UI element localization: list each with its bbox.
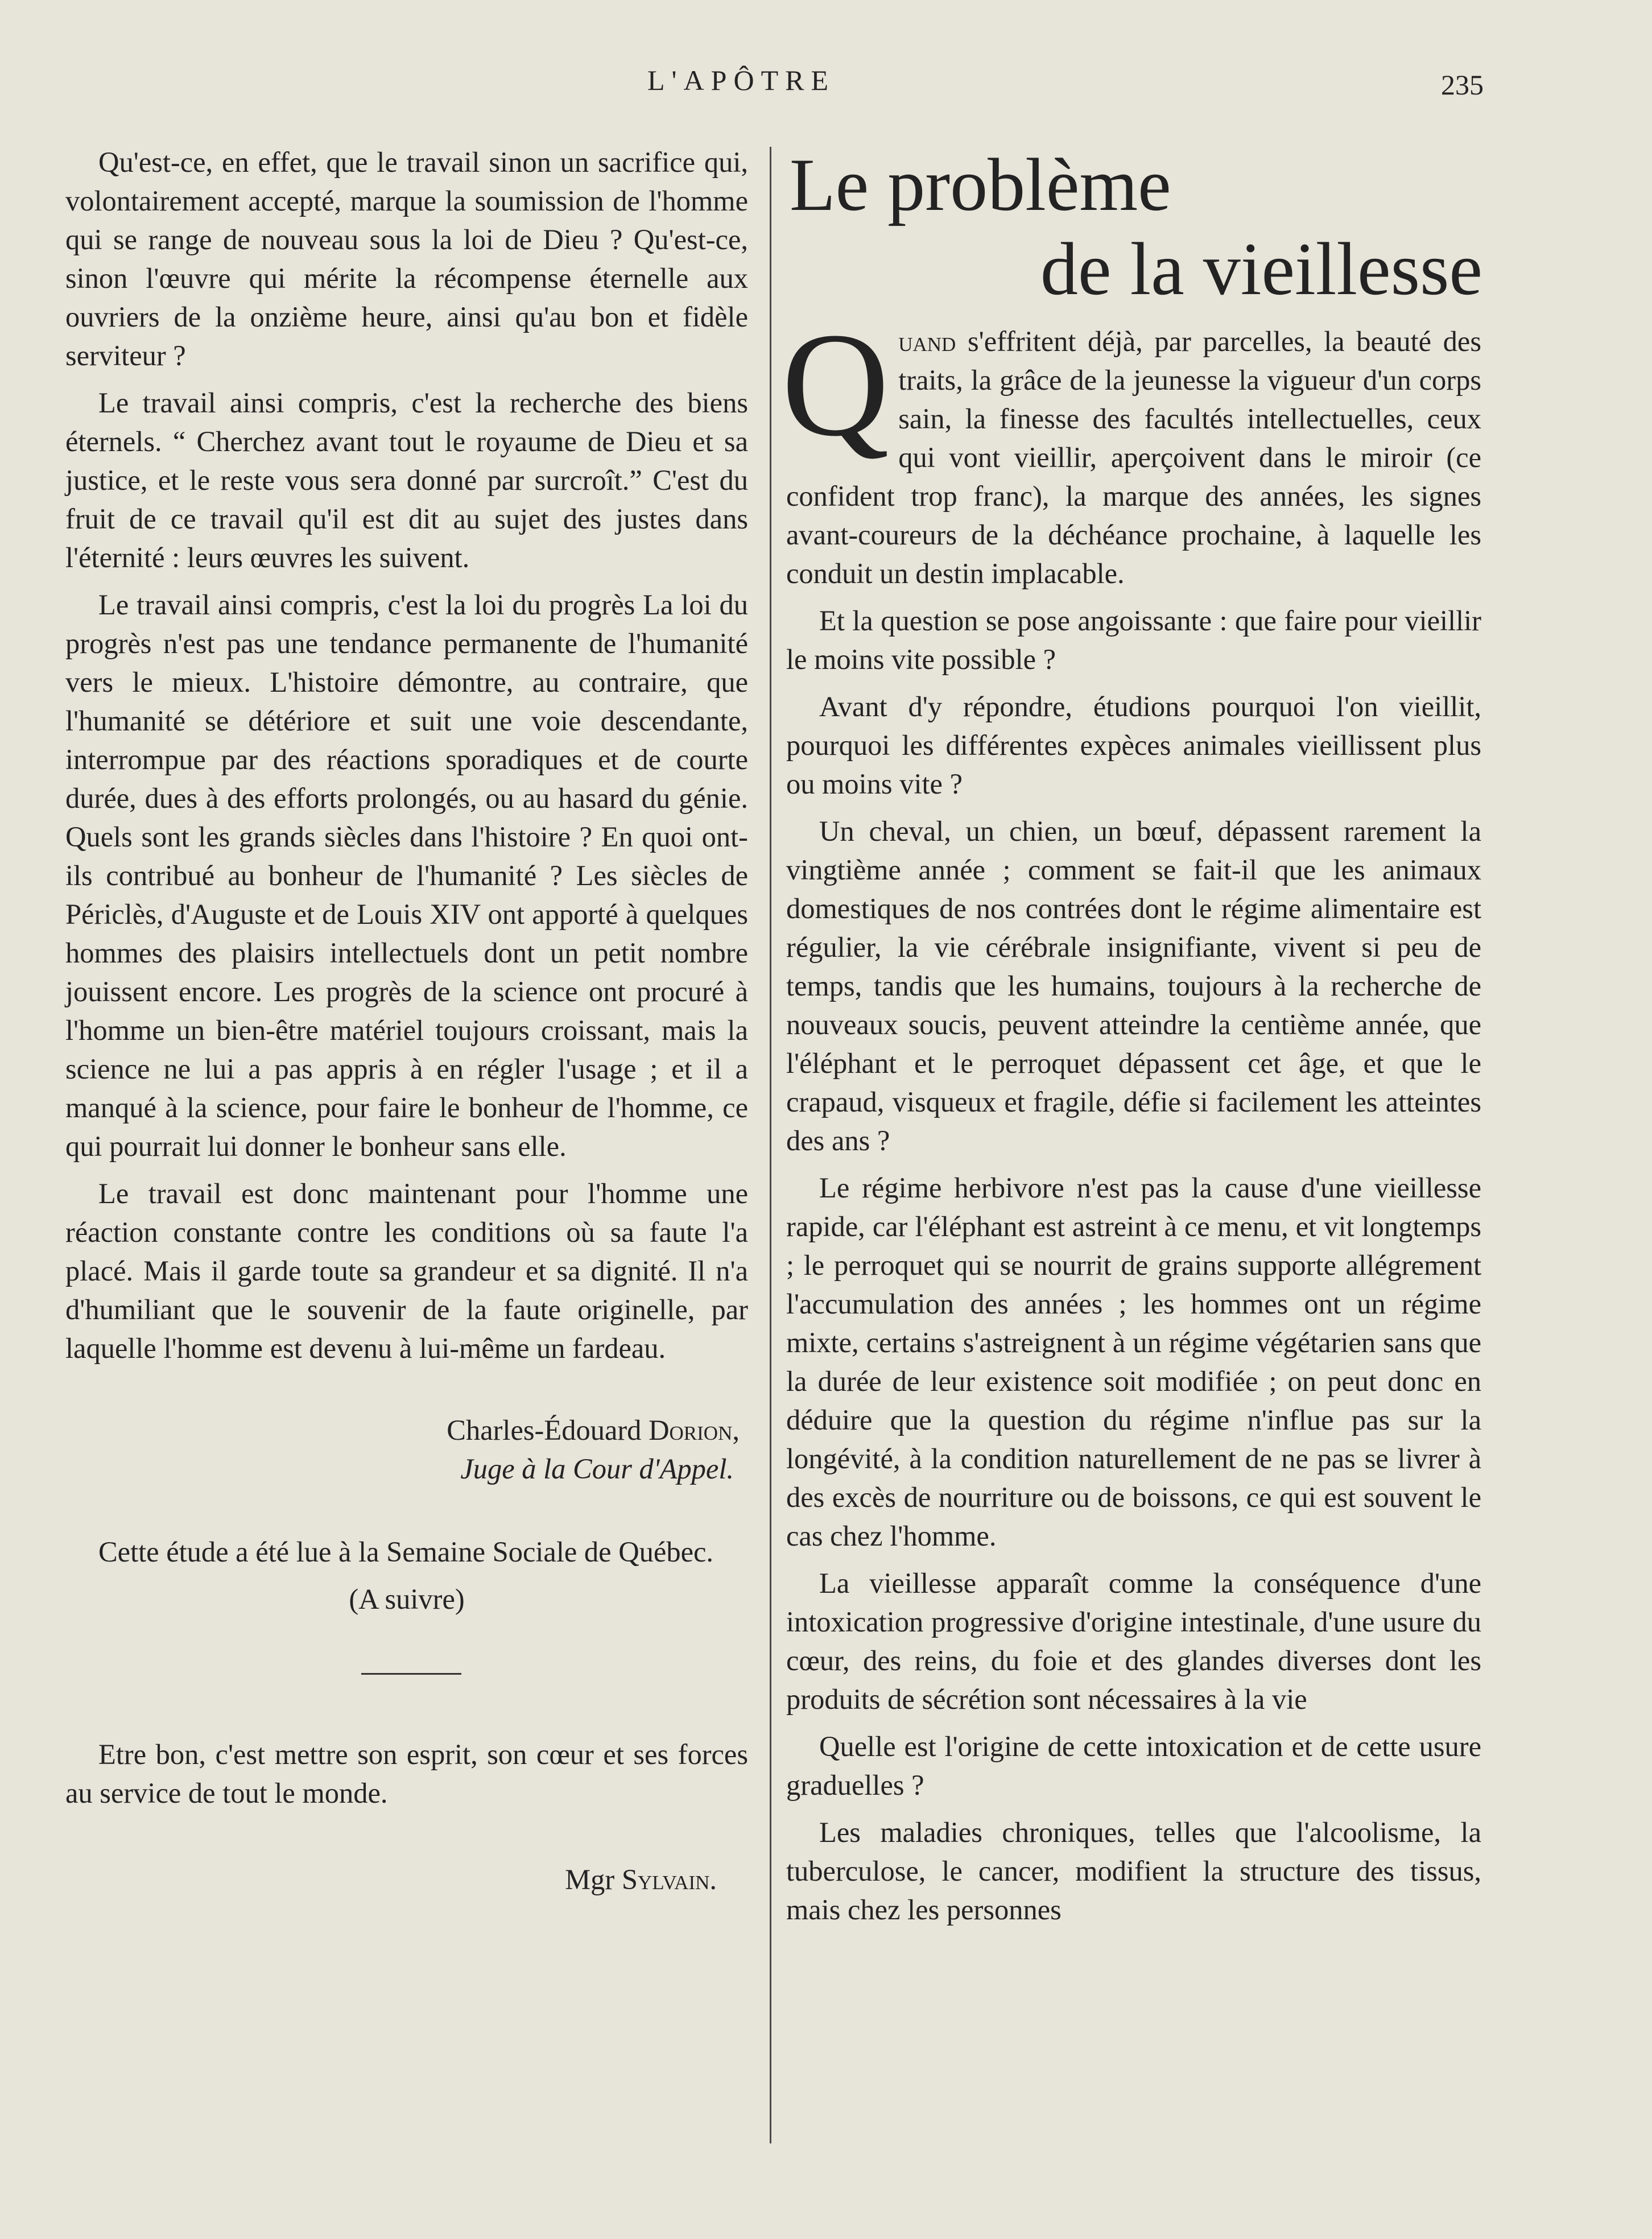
- drop-cap: Q: [782, 302, 890, 467]
- paragraph: Avant d'y répondre, étudions pourquoi l'on vieillit, pourquoi les différentes expèces animales vieillissent plus ou moins vite ?: [786, 691, 1481, 800]
- maxim-author-prefix: Mgr: [565, 1864, 622, 1895]
- article-title-line1: Le problème: [790, 143, 1171, 226]
- author-punct: ,: [732, 1414, 740, 1446]
- paragraph: Et la question se pose angoissante : que faire pour vieillir le moins vite possible ?: [786, 605, 1481, 675]
- opening-word-rest: uand: [898, 325, 956, 357]
- maxim-author-punct: .: [709, 1864, 717, 1895]
- author-title: Juge à la Cour d'Appel.: [460, 1453, 734, 1485]
- paragraph: Le travail ainsi compris, c'est la recherche des biens éternels. “ Cherchez avant tout le royaume de Dieu et sa justice, et le reste vous sera donné par surcroît.” C'est du fruit de ce travail qu'il est dit au sujet des justes dans l'éternité : leurs œuvres les suivent.: [65, 387, 748, 573]
- right-column: [782, 302, 1481, 1938]
- page-number: 235: [1441, 69, 1484, 101]
- maxim: Etre bon, c'est mettre son esprit, son cœur et ses forces au service de tout le monde.: [65, 1738, 748, 1809]
- paragraph: Un cheval, un chien, un bœuf, dépassent rarement la vingtième année ; comment se fait-il que les animaux domestiques de nos contrées dont le régime alimentaire est régulier, la vie cérébrale insignifiante, vivent si peu de temps, tandis que les humains, toujours à la recherche de nouveaux soucis, peuvent atteindre la centième année, que l'éléphant et le perroquet dépassent cet âge, et que le crapaud, visqueux et fragile, défie si facilement les atteintes des ans ?: [786, 815, 1481, 1156]
- section-rule: [361, 1673, 461, 1675]
- editorial-note: Cette étude a été lue à la Semaine Sociale de Québec.: [98, 1536, 714, 1568]
- left-column: [65, 143, 748, 1899]
- column-divider: [770, 147, 771, 2143]
- author-surname: Dorion: [649, 1414, 733, 1446]
- paragraph: Les maladies chroniques, telles que l'alcoolisme, la tuberculose, le cancer, modifient la structure des tissus, mais chez les personnes: [786, 1816, 1481, 1926]
- opening-paragraph: [782, 302, 1481, 593]
- opening-paragraph-text: s'effritent déjà, par parcelles, la beauté des traits, la grâce de la jeunesse la vigueur d'un corps sain, la finesse des facultés intellectuelles, ceux qui vont vieillir, aperçoivent dans le miroir (ce confident trop franc), la marque des années, les signes avant-coureurs de la déchéance prochaine, à laquelle les conduit un destin implacable.: [786, 325, 1481, 589]
- paragraph: Le travail ainsi compris, c'est la loi du progrès La loi du progrès n'est pas une tendance permanente de l'humanité vers le mieux. L'histoire démontre, au contraire, que l'humanité se détériore et suit une voie descendante, interrompue par des réactions sporadiques et de courte durée, dues à des efforts prolongés, ou au hasard du génie. Quels sont les grands siècles dans l'histoire ? En quoi ont-ils contribué au bonheur de l'humanité ? Les siècles de Périclès, d'Auguste et de Louis XIV ont apporté à quelques hommes des plaisirs intellectuels dont un petit nombre jouissent encore. Les progrès de la science ont procuré à l'homme un bien-être matériel toujours croissant, mais la science ne lui a pas appris à en régler l'usage ; et il a manqué à la science, pour faire le bonheur de l'homme, ce qui pourrait lui donner le bonheur sans elle.: [65, 589, 748, 1162]
- paragraph: Quelle est l'origine de cette intoxication et de cette usure graduelles ?: [786, 1730, 1481, 1801]
- maxim-author: [65, 1860, 717, 1899]
- paragraph: Le régime herbivore n'est pas la cause d'une vieillesse rapide, car l'éléphant est astreint à ce menu, et vit longtemps ; le perroquet qui se nourrit de grains supporte allégrement l'accumulation des années ; les hommes ont un régime mixte, certains s'astreignent à un régime végétarien sans que la durée de leur existence soit modifiée ; on peut donc en déduire que la question du régime n'influe pas sur la longévité, à la condition naturellement de ne pas se livrer à des excès de nourriture ou de boissons, ce qui est souvent le cas chez l'homme.: [786, 1172, 1481, 1552]
- paragraph: Qu'est-ce, en effet, que le travail sinon un sacrifice qui, volontairement accepté, marque la soumission de l'homme qui se range de nouveau sous la loi de Dieu ? Qu'est-ce, sinon l'œuvre qui mérite la récompense éternelle aux ouvriers de la onzième heure, ainsi qu'au bon et fidèle serviteur ?: [65, 146, 748, 371]
- running-head: L'APÔTRE: [647, 64, 836, 96]
- to-follow-note: (A suivre): [349, 1583, 465, 1615]
- article-title-line2: de la vieillesse: [1040, 227, 1482, 311]
- paragraph: La vieillesse apparaît comme la conséquence d'une intoxication progressive d'origine intestinale, d'une usure du cœur, des reins, du foie et des glandes diverses dont les produits de sécrétion sont nécessaires à la vie: [786, 1567, 1481, 1715]
- author-signature: [65, 1411, 740, 1449]
- author-first-name: Charles-Édouard: [447, 1414, 649, 1446]
- paragraph: Le travail est donc maintenant pour l'homme une réaction constante contre les conditions où sa faute l'a placé. Mais il garde toute sa grandeur et sa dignité. Il n'a d'humiliant que le souvenir de la faute originelle, par laquelle l'homme est devenu à lui-même un fardeau.: [65, 1178, 748, 1364]
- maxim-author-name: Sylvain: [621, 1864, 710, 1895]
